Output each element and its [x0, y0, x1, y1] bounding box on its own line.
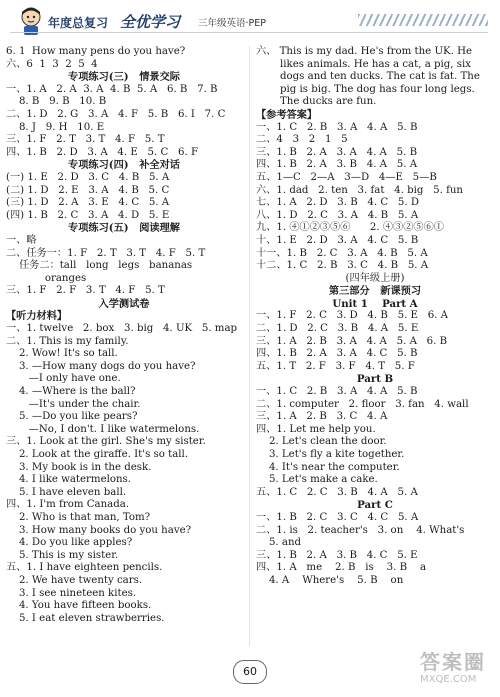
answer-line: 二、1. D 2. C 3. B 4. A 5. E	[256, 323, 419, 335]
answer-line: 一、1. B 2. C 3. C 4. C 5. A	[256, 511, 419, 523]
reading-paragraph: 六、 This is my dad. He's from the UK. He likes animals. He has a cat, a pig, six dogs and ten ducks. The cat is fat. The pig is big. The dog has four long legs. The ducks are fun.	[256, 46, 480, 108]
answer-line: oranges	[6, 272, 87, 284]
answer-line: 3. My book is in the desk.	[6, 461, 152, 473]
answer-line: 5. —Do you like pears?	[6, 411, 138, 423]
answer-line: 一、1. C 2. B 3. A 4. A 5. B	[256, 386, 418, 398]
answer-line: 8. J 9. H 10. E	[6, 121, 105, 133]
answer-line: (四) 1. B 2. C 3. A 4. D 5. E	[6, 209, 170, 221]
answer-line: (二) 1. D 2. E 3. A 4. B 5. C	[6, 184, 170, 196]
answer-line: (三) 1. D 2. A 3. E 4. C 5. A	[6, 197, 170, 209]
answer-line: 三、1. B 2. A 3. B 4. C 5. E	[256, 549, 418, 561]
answer-line: 第三部分 新课预习	[328, 285, 422, 298]
site-watermark	[420, 650, 500, 694]
answer-line: 3. I see nineteen kites.	[6, 587, 137, 599]
answer-line: 【听力材料】	[6, 310, 68, 323]
answer-line: 三、1. F 2. T 3. T 4. F 5. T	[6, 134, 165, 146]
answer-line: 入学测试卷	[98, 297, 150, 310]
answer-line: —No, I don't. I like watermelons.	[6, 423, 200, 435]
answer-line: 四、1. A me 2. B is 3. B a	[256, 562, 427, 574]
answer-line: 二、1. computer 2. floor 3. fan 4. wall	[256, 398, 469, 410]
answer-line: (四年级上册)	[345, 272, 405, 284]
left-column	[6, 46, 242, 625]
page-number: 60	[233, 660, 267, 684]
answer-line: 四、1. B 2. D 3. A 4. E 5. C 6. F	[6, 146, 199, 158]
answer-line: 七、1. A 2. D 3. B 4. C 5. D	[256, 197, 419, 209]
answer-line: 4. I like watermelons.	[6, 474, 132, 486]
answer-line: 任务二：tall long legs bananas	[6, 260, 193, 272]
answer-line: 4. It's near the computer.	[256, 461, 400, 473]
logo-brand: 全优学习	[120, 13, 181, 31]
answer-line: 2. Look at the giraffe. It's so tall.	[6, 449, 189, 460]
page-header	[0, 0, 500, 46]
answer-line: 六、6 1 3 2 5 4	[6, 58, 98, 70]
answer-line: 三、1. B 2. A 3. A 4. A 5. B	[256, 146, 418, 158]
answer-line: 2. Let's clean the door.	[256, 436, 387, 448]
answer-line: 【参考答案】	[256, 108, 318, 121]
answer-line: 九、1. ④①②③⑤⑥ 2. ④③②⑤⑥①	[256, 222, 444, 234]
answer-line: 三、1. F 2. F 3. T 4. F 5. T	[6, 285, 165, 297]
answer-line: (一) 1. E 2. D 3. C 4. B 5. A	[6, 171, 170, 183]
answer-line: 一、略	[6, 234, 37, 246]
answer-line: 2. Wow! It's so tall.	[6, 348, 118, 360]
right-column	[256, 46, 494, 588]
answer-line: 3. Let's fly a kite together.	[256, 449, 405, 460]
answer-line: 3. How many books do you have?	[6, 524, 192, 536]
column-divider	[249, 46, 250, 646]
watermark-title: 答案圈	[420, 650, 486, 674]
answer-line: 五、1—C 2—A 3—D 4—E 5—B	[256, 171, 437, 183]
answer-line: 八、1. D 2. C 3. A 4. B 5. A	[256, 209, 419, 221]
answer-line: 一、1. C 2. B 3. A 4. A 5. B	[256, 121, 418, 133]
watermark-url: MXQE.COM	[420, 674, 477, 685]
answer-line: 3. —How many dogs do you have?	[6, 360, 196, 372]
answer-line: 5. I have eleven ball.	[6, 486, 127, 498]
answer-line: 6. 1 How many pens do you have?	[6, 46, 186, 57]
answer-line: 十一、1. B 2. C 3. A 4. B 5. A	[256, 247, 428, 259]
answer-line: 一、1. twelve 2. box 3. big 4. UK 5. map	[6, 323, 238, 335]
answer-line: 五、1. T 2. F 3. F 4. T 5. F	[256, 360, 415, 372]
answer-line: 4. A Where's 5. B on	[256, 574, 404, 586]
answer-line: 二、1. is 2. teacher's 3. on 4. What's	[256, 524, 465, 536]
answer-line: 2. We have twenty cars.	[6, 574, 143, 586]
answer-line: 三、1. Look at the girl. She's my sister.	[6, 436, 206, 448]
answer-line: —It's under the chair.	[6, 398, 141, 410]
answer-line: 专项练习(五) 阅读理解	[68, 222, 180, 235]
answer-line: 一、1. F 2. C 3. D 4. B 5. E 6. A	[256, 310, 449, 322]
answer-line: 二、任务一：1. F 2. T 3. T 4. F 5. T	[6, 247, 206, 259]
answer-line: 四、1. B 2. A 3. A 4. C 5. B	[256, 348, 418, 360]
answer-line: 五、1. C 2. C 3. B 4. A 5. A	[256, 486, 418, 498]
answer-line: 专项练习(四) 补全对话	[68, 159, 180, 172]
answer-line: 十二、1. C 2. B 3. C 4. B 5. A	[256, 260, 429, 272]
answer-line: 专项练习(三) 情景交际	[68, 71, 180, 84]
answer-line: 8. B 9. B 10. B	[6, 96, 107, 108]
answer-line: Part C	[357, 499, 393, 512]
answer-line: 五、1. I have eighteen pencils.	[6, 562, 163, 574]
answer-line: 5. This is my sister.	[6, 549, 119, 561]
answer-line: 六、1. dad 2. ten 3. fat 4. big 5. fun	[256, 184, 463, 196]
answer-line: 5. and	[256, 537, 302, 549]
answer-line: 4. You have fifteen books.	[6, 600, 152, 612]
answer-line: 4. Do you like apples?	[6, 537, 133, 549]
answer-line: 二、1. D 2. G 3. A 4. F 5. B 6. I 7. C	[6, 108, 226, 120]
answer-line: 四、1. I'm from Canada.	[6, 499, 130, 511]
answer-line: 二、1. This is my family.	[6, 335, 129, 347]
answer-line: Unit 1 Part A	[332, 297, 418, 310]
answer-line: 十、1. E 2. D 3. A 4. C 5. B	[256, 234, 419, 246]
answer-line: 5. Let's make a cake.	[256, 474, 378, 486]
logo-title: 年度总复习	[48, 16, 109, 30]
answer-line: 三、1. A 2. B 3. A 4. A 5. A 6. B	[256, 335, 448, 347]
header-stripes	[358, 14, 488, 26]
answer-line: 四、1. Let me help you.	[256, 423, 376, 435]
answer-line: —I only have one.	[6, 373, 121, 385]
answer-line: 4. —Where is the ball?	[6, 386, 136, 398]
answer-line: 5. I eat eleven strawberries.	[6, 612, 165, 624]
answer-line: 三、1. A 2. B 3. C 4. A	[256, 411, 388, 423]
header-rule	[10, 32, 488, 33]
answer-line: Part B	[356, 373, 394, 386]
book-subtitle: 三年级英语·PEP	[198, 18, 266, 29]
answer-line: 四、1. B 2. A 3. B 4. A 5. A	[256, 159, 418, 171]
answer-line: 一、1. A 2. A 3. A 4. B 5. A 6. B 7. B	[6, 83, 218, 95]
answer-line: 二、4 3 2 1 5	[256, 134, 348, 146]
answer-line: 2. Who is that man, Tom?	[6, 511, 151, 523]
